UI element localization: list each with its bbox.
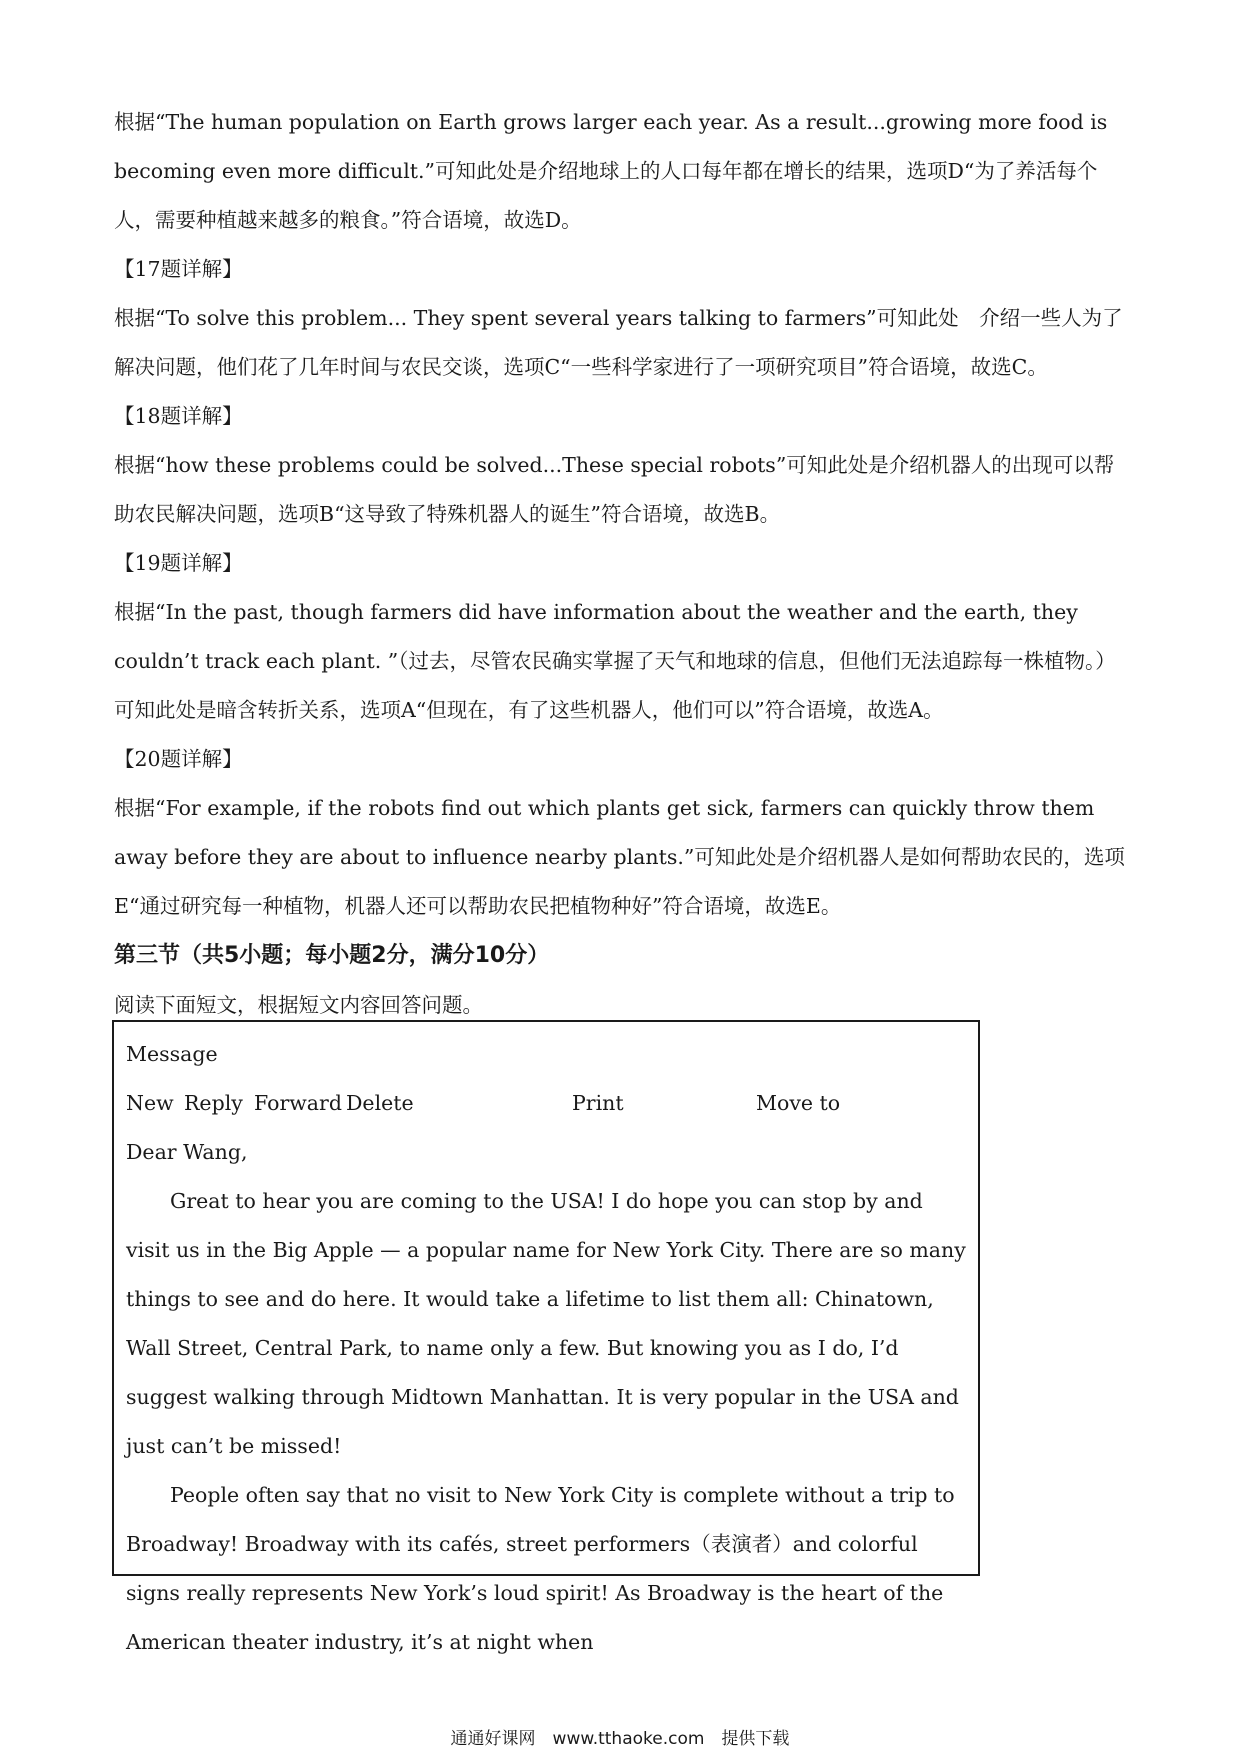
move-to-button[interactable]: Move to: [756, 1091, 841, 1115]
q19-heading: 【19题详解】: [114, 551, 243, 575]
email-greeting: Dear Wang,: [126, 1140, 248, 1164]
q19-explanation: 根据“In the past, though farmers did have information about the weather and the earth, they couldn’t track each plant. ”（过去，尽管农民确实掌握了天气和地球的信息，但他们无法追踪每一株植物。）可知此处是暗含转折关系，选项A“但现在，有了这些机器人，他们可以”符合语境，故选A。: [114, 600, 1116, 722]
email-header: Message: [126, 1042, 218, 1066]
email-body-paragraph-1: Great to hear you are coming to the USA! I do hope you can stop by and visit us in the Big Apple — a popular name for New York City. There are so many things to see and do here. It would take a lifetime to list them all: Chinatown, Wall Street, Central Park, to name only a few. But knowing you as I do, I’d suggest walking through Midtown Manhattan. It is very popular in the USA and just can’t be missed!: [126, 1189, 966, 1458]
q18-heading: 【18题详解】: [114, 404, 243, 428]
forward-button[interactable]: Forward: [254, 1091, 342, 1115]
new-button[interactable]: New: [126, 1091, 174, 1115]
q20-explanation: 根据“For example, if the robots find out which plants get sick, farmers can quickly throw them away before they are about to influence nearby plants.”可知此处是介绍机器人是如何帮助农民的，选项E“通过研究每一种植物，机器人还可以帮助农民把植物种好”符合语境，故选E。: [114, 796, 1125, 918]
delete-button[interactable]: Delete: [346, 1091, 414, 1115]
reply-button[interactable]: Reply: [184, 1091, 243, 1115]
q16-explanation: 根据“The human population on Earth grows larger each year. As a result...growing more food is becoming even more difficult.”可知此处是介绍地球上的人口每年都在增长的结果，选项D“为了养活每个人，需要种植越来越多的粮食。”符合语境，故选D。: [114, 110, 1108, 232]
q17-explanation: 根据“To solve this problem... They spent several years talking to farmers”可知此处 介绍一些人为了解决问题，他们花了几年时间与农民交谈，选项C“一些科学家进行了一项研究项目”符合语境，故选C。: [114, 306, 1123, 379]
section-title: 第三节（共5小题；每小题2分，满分10分）: [114, 943, 550, 968]
email-toolbar: [126, 1079, 966, 1128]
section-instruction: 阅读下面短文，根据短文内容回答问题。: [114, 993, 483, 1017]
page-footer: 通通好课网 www.tthaoke.com 提供下载: [450, 1729, 790, 1749]
print-button[interactable]: Print: [572, 1091, 624, 1115]
q20-heading: 【20题详解】: [114, 747, 243, 771]
explanation-content: [114, 98, 1134, 1030]
email-body-paragraph-2: People often say that no visit to New York City is complete without a trip to Broadway! Broadway with its cafés, street performers（表演者）and colorful signs really represents New York’s loud spirit! As Broadway is the heart of the American theater industry, it’s at night when: [126, 1483, 955, 1654]
email-message-box: [112, 1020, 980, 1654]
q18-explanation: 根据“how these problems could be solved...These special robots”可知此处是介绍机器人的出现可以帮助农民解决问题，选项B“这导致了特殊机器人的诞生”符合语境，故选B。: [114, 453, 1115, 526]
q17-heading: 【17题详解】: [114, 257, 243, 281]
